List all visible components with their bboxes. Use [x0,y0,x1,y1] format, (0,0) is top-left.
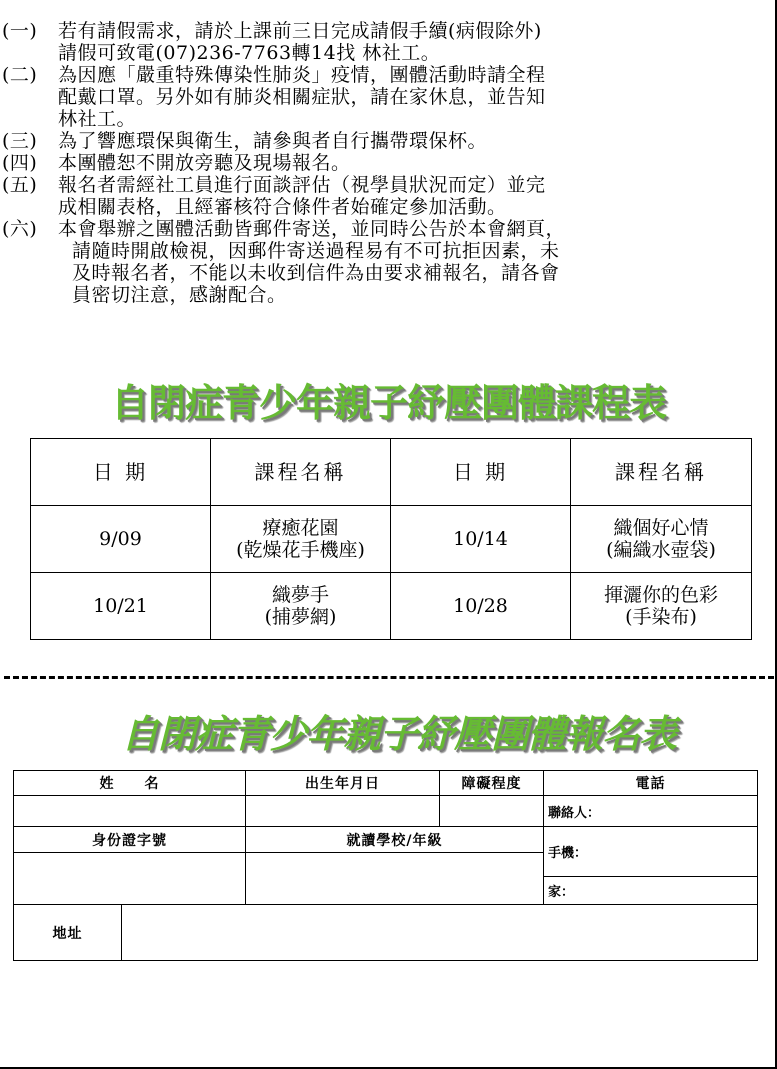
notice-marker: (四) [2,152,38,174]
address-label: 地址 [14,905,122,961]
notice-line: 為了響應環保與衛生，請參與者自行攜帶環保杯。 [58,130,488,152]
notice-item [2,130,752,152]
notice-list [2,20,752,306]
phone-label: 電話 [544,771,758,796]
notice-line: 報名者需經社工員進行面談評估（視學員狀況而定）並完 [58,174,546,196]
birth-label: 出生年月日 [246,771,440,796]
column-header: 課程名稱 [571,439,752,506]
notice-marker: (六) [2,218,38,240]
address-field[interactable] [122,905,758,961]
notice-line: 本會舉辦之團體活動皆郵件寄送，並同時公告於本會網頁， [58,218,566,240]
session-date: 10/21 [31,573,211,640]
notice-item [2,64,752,130]
notice-marker: (五) [2,174,38,196]
notice-marker: (三) [2,130,38,152]
notice-line: 成相關表格，且經審核符合條件者始確定參加活動。 [58,196,507,218]
notice-line: 林社工。 [58,108,137,130]
column-header: 日 期 [31,439,211,506]
disability-label: 障礙程度 [440,771,544,796]
disability-field[interactable] [440,796,544,827]
notice-line: 為因應「嚴重特殊傳染性肺炎」疫情，團體活動時請全程 [58,64,546,86]
session-course: 揮灑你的色彩 (手染布) [571,573,752,640]
school-field[interactable] [246,853,544,905]
schedule-table [30,438,752,640]
id-field[interactable] [14,853,246,905]
notice-line: 本團體恕不開放旁聽及現場報名。 [58,152,351,174]
notice-line: 員密切注意，感謝配合。 [72,284,287,306]
table-row [31,506,752,573]
notice-item [2,174,752,218]
notice-item [2,20,752,64]
notice-marker: (一) [2,20,38,42]
birth-field[interactable] [246,796,440,827]
notice-marker: (二) [2,64,38,86]
registration-title: 自閉症青少年親子紓壓團體報名表 [120,712,676,756]
schedule-header-row [31,439,752,506]
notice-line: 及時報名者，不能以未收到信件為由要求補報名，請各會 [72,262,560,284]
schedule-title: 自閉症青少年親子紓壓團體課程表 [110,381,666,425]
cut-line [4,676,774,679]
name-field[interactable] [14,796,246,827]
name-label: 姓 名 [14,771,246,796]
notice-line: 請假可致電(07)236-7763轉14找 林社工。 [58,42,441,64]
column-header: 日 期 [391,439,571,506]
session-course: 織個好心情 (編織水壺袋) [571,506,752,573]
notice-item [2,152,752,174]
table-row [31,573,752,640]
id-label: 身份證字號 [14,827,246,853]
school-label: 就讀學校/年級 [246,827,544,853]
session-date: 9/09 [31,506,211,573]
session-course: 織夢手 (捕夢網) [211,573,391,640]
contact-field[interactable]: 聯絡人： [544,796,758,827]
column-header: 課程名稱 [211,439,391,506]
registration-form [13,770,758,961]
notice-line: 配戴口罩。另外如有肺炎相關症狀，請在家休息，並告知 [58,86,546,108]
session-course: 療癒花園 (乾燥花手機座) [211,506,391,573]
notice-line: 請隨時開啟檢視，因郵件寄送過程易有不可抗拒因素，未 [72,240,560,262]
session-date: 10/28 [391,573,571,640]
mobile-field[interactable]: 手機： [544,827,758,877]
session-date: 10/14 [391,506,571,573]
notice-item [2,218,752,306]
notice-line: 若有請假需求，請於上課前三日完成請假手續(病假除外) [58,20,542,42]
home-phone-field[interactable]: 家： [544,877,758,905]
